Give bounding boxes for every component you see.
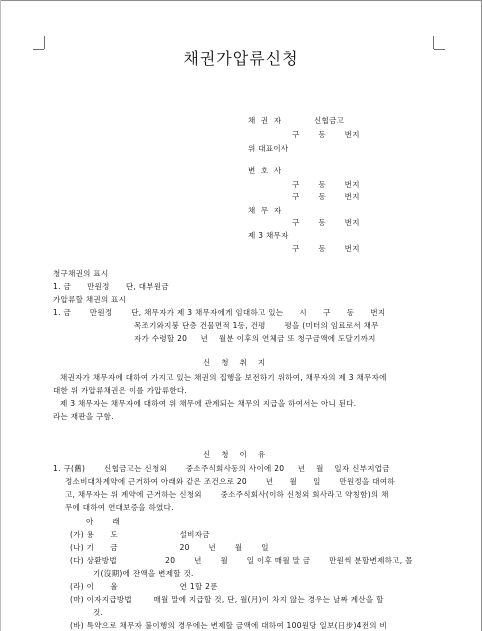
purpose-line-4: 라는 재판을 구함.: [53, 412, 114, 421]
seized-claim-line-1: 1. 금 만원정 단, 채무자가 제 3 채무자에게 임대하고 있는 시 구 동 번지: [53, 308, 386, 317]
purpose-line-2: 대한 위 가압류채권은 이를 가압류한다.: [53, 386, 188, 395]
item-special-terms: (바) 특약으로 채무자 불이행의 경우에는 변제할 금액에 대하여 100원당 일보(日步)4전의 비: [70, 621, 388, 630]
reason-line-2: 정소비대차계약에 근거하여 아래와 같은 조건으로 20 년 월 일 만원정을 대여하: [65, 477, 395, 486]
page-border-left: [0, 0, 1, 631]
agent-address-2: 구 동 번지: [292, 192, 360, 201]
agent-address-1: 구 동 번지: [292, 180, 360, 189]
creditor-name: 신협금고: [314, 116, 345, 125]
crop-mark-top-left-v: [44, 36, 45, 49]
claim-heading: 청구채권의 표시: [53, 269, 109, 278]
item-interest-payment-2: 것.: [93, 608, 104, 617]
claim-line: 1. 금 만원정 단, 대부원금: [53, 282, 169, 291]
item-repayment-1: (다) 상환방법 20 년 월 일 이후 매월 말 금 만원씩 분할변제하고, 몰: [70, 556, 413, 565]
debtor-address: 구 동 번지: [292, 218, 360, 227]
third-debtor-label: 제 3 채무자: [248, 231, 289, 240]
reason-heading: 신 청 이 유: [203, 450, 266, 459]
creditor-representative: 위 대표이사: [248, 144, 289, 153]
purpose-line-1: 채권자가 채무자에 대하여 가지고 있는 채권의 집행을 보전하기 위하여, 채무자의 제 3 채무자에: [60, 373, 387, 382]
item-purpose: (가) 용 도 설비자금: [70, 530, 210, 539]
creditor-label: 채 권 자: [248, 116, 282, 125]
reason-line-3: 고, 채무자는 위 계약에 근거하는 신청외 중소주식회사(이하 신청외 회사라고 약칭함)의 채: [65, 490, 389, 499]
document-title: 채권가압류신청: [183, 49, 299, 68]
seized-claim-heading: 가압류할 채권의 표시: [53, 295, 127, 304]
reason-line-1: 1. 구(舊) 신협금고는 신청외 중소주식회사동의 사이에 20 년 월 일자 신부지업금: [53, 464, 390, 473]
agent-label: 변 호 사: [248, 166, 282, 175]
item-interest-rate: (라) 이 율 연 1할 2푼: [70, 582, 218, 591]
seized-claim-line-2: 목조기와지붕 단층 건물면적 1동, 건평 평을 (미터의 임료로서 채무: [134, 321, 379, 330]
page-border-top: [0, 0, 481, 1]
crop-mark-top-right-v: [433, 36, 434, 49]
third-debtor-address: 구 동 번지: [292, 244, 360, 253]
item-interest-payment-1: (마) 이자지급방법 매월 말에 지급할 것, 단, 월(月)이 차지 않는 경우는 날짜 계산을 할: [70, 595, 384, 604]
item-term: (나) 기 금 20 년 월 일: [70, 543, 269, 552]
seized-claim-line-3: 자가 수령할 20 년 월분 이후의 연체금 또 청구금액에 도달기까지: [134, 334, 376, 343]
purpose-heading: 신 청 취 지: [203, 358, 266, 367]
item-repayment-2: 기(沒期)에 잔액을 변제할 것.: [93, 569, 194, 578]
creditor-address: 구 동 번지: [292, 130, 360, 139]
below-marker: 아 래: [86, 517, 120, 526]
reason-line-4: 무에 대하여 연대보증을 하였다.: [65, 503, 174, 512]
debtor-label: 채 무 자: [248, 206, 282, 215]
purpose-line-3: 제 3 채무자는 채무자에 대하여 위 채무에 관계되는 채무의 지급을 하여서는 아니 된다.: [60, 399, 357, 408]
